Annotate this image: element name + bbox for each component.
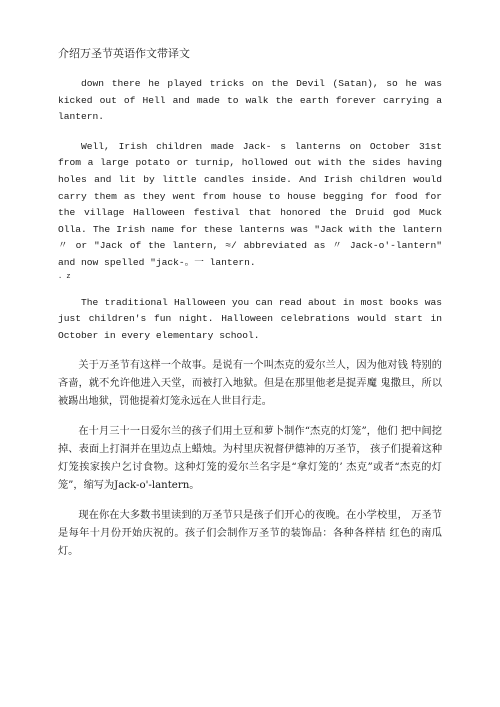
chinese-paragraph-2: 在十月三十一日爱尔兰的孩子们用土豆和萝卜制作“杰克的灯笼”，他们 把中间挖掉、表面上打洞并在里边点上蜡烛。为村里庆祝督伊德神的万圣节， 孩子们提着这种灯笼挨家挨户乞讨食物。这种灯笼的爱尔兰名字是“拿灯笼的’ 杰克”或者“杰克的灯笼”，缩写为Jack-o'-lantern。 (58, 426, 442, 492)
english-paragraph-2 (58, 139, 442, 282)
document-title: 介绍万圣节英语作文带译文 (58, 47, 190, 60)
english-paragraph-1: down there he played tricks on the Devil (Satan), so he was kicked out of Hell and made to walk the earth forever carrying a lantern. (58, 78, 442, 123)
english-paragraph-3: The traditional Halloween you can read about in most books was just children's fun night. Halloween celebrations would start in October in every elementary school. (58, 296, 442, 341)
chinese-paragraph-3: 现在你在大多数书里读到的万圣节只是孩子们开心的夜晚。在小学校里， 万圣节是每年十月份开始庆祝的。孩子们会制作万圣节的装饰品：各种各样桔 红色的南瓜灯。 (58, 510, 442, 558)
document-page (58, 46, 442, 573)
english-paragraph-2-tail: . z (58, 272, 71, 281)
chinese-paragraph-1: 关于万圣节有这样一个故事。是说有一个叫杰克的爱尔兰人，因为他对钱 特别的吝啬，就不允许他进入天堂，而被打入地狱。但是在那里他老是捉弄魔 鬼撒旦，所以被踢出地狱，罚他提着灯笼永远在人世目行走。 (58, 360, 442, 408)
english-paragraph-2-text: Well, Irish children made Jack- s lanterns on October 31st from a large potato or turnip, hollowed out with the sides having holes and lit by little candles inside. And Irish children would carry them as they went from house to house begging for food for the village Halloween festival that honored the Druid god Muck Olla. The Irish name for these lanterns was "Jack with the lantern〃 or "Jack of the lantern, ≈/ abbreviated as 〃 Jack-o'-lantern" and now spelled "jack-。一 lantern. (58, 140, 442, 268)
